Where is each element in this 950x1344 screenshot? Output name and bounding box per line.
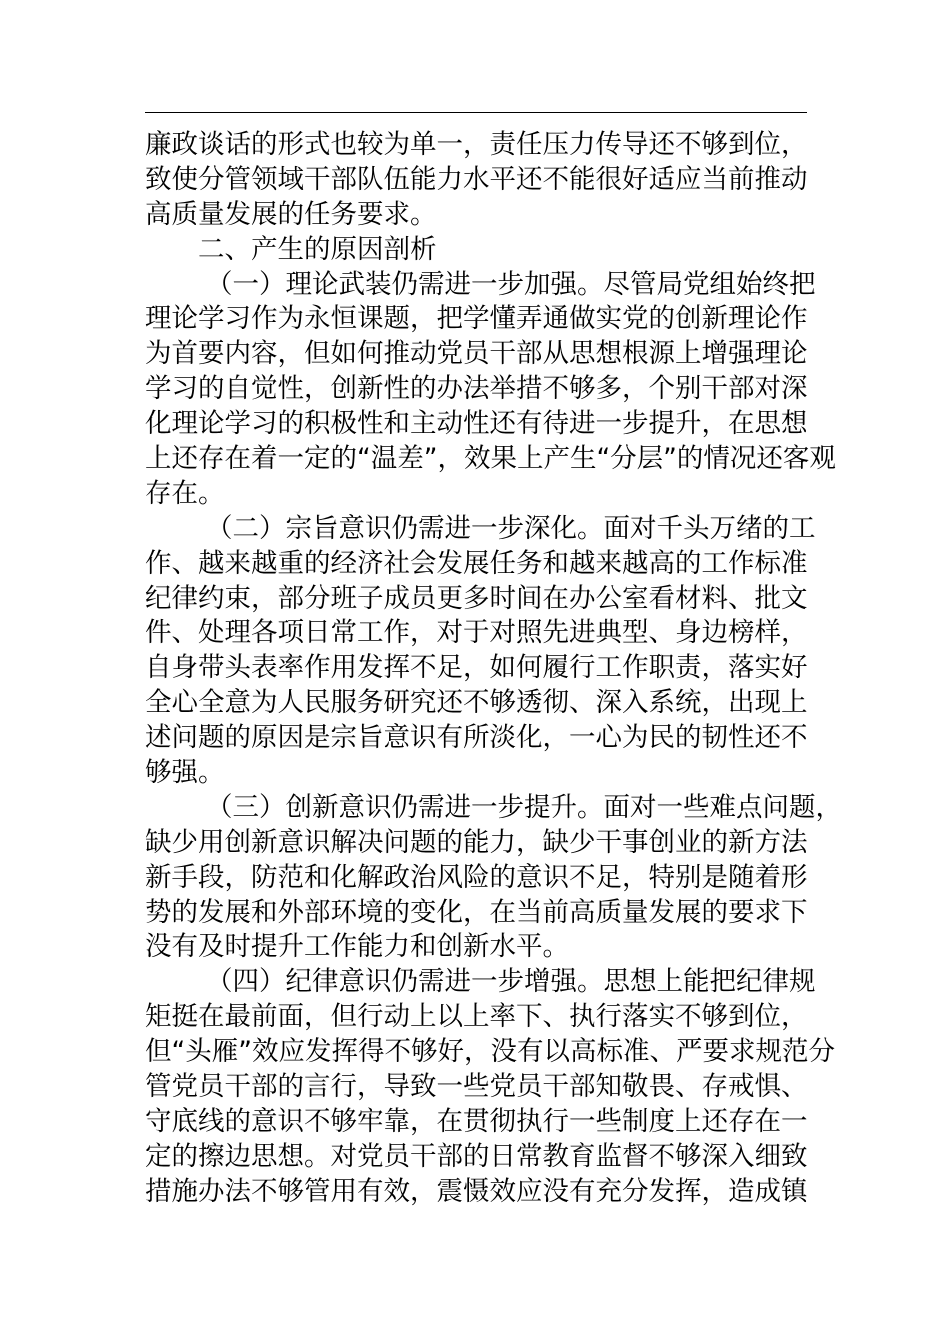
text-line: 管党员干部的言行，导致一些党员干部知敬畏、存戒惧、	[145, 1071, 808, 1103]
text-line: 自身带头表率作用发挥不足，如何履行工作职责，落实好	[145, 652, 808, 684]
text-line: 新手段，防范和化解政治风险的意识不足，特别是随着形	[145, 861, 808, 893]
text-line: 但“头雁”效应发挥得不够好，没有以高标准、严要求规范分	[145, 1036, 835, 1068]
text-line: 作、越来越重的经济社会发展任务和越来越高的工作标准	[145, 547, 808, 579]
text-line: 为首要内容，但如何推动党员干部从思想根源上增强理论	[145, 338, 808, 370]
section-heading: 二、产生的原因剖析	[198, 233, 437, 265]
text-line: 件、处理各项日常工作，对于对照先进典型、身边榜样，	[145, 617, 808, 649]
text-line: 定的擦边思想。对党员干部的日常教育监督不够深入细致	[145, 1140, 808, 1172]
paragraph-first-line: （三）创新意识仍需进一步提升。面对一些难点问题，	[206, 791, 842, 823]
text-line: 存在。	[145, 477, 225, 509]
body-text	[145, 128, 842, 1210]
text-line: 够强。	[145, 757, 225, 789]
text-line: 缺少用创新意识解决问题的能力，缺少干事创业的新方法	[145, 826, 808, 858]
text-line: 化理论学习的积极性和主动性还有待进一步提升，在思想	[145, 408, 808, 440]
text-line: 没有及时提升工作能力和创新水平。	[145, 931, 569, 963]
text-line: 矩挺在最前面，但行动上以上率下、执行落实不够到位，	[145, 1001, 808, 1033]
text-line: 上还存在着一定的“温差”，效果上产生“分层”的情况还客观	[145, 443, 836, 475]
text-line: 势的发展和外部环境的变化，在当前高质量发展的要求下	[145, 896, 808, 928]
header-rule	[145, 112, 807, 113]
text-line: 守底线的意识不够牢靠，在贯彻执行一些制度上还存在一	[145, 1105, 808, 1137]
text-line: 述问题的原因是宗旨意识有所淡化，一心为民的韧性还不	[145, 722, 808, 754]
text-line: 措施办法不够管用有效，震慑效应没有充分发挥，造成镇	[145, 1175, 808, 1207]
text-line: 纪律约束，部分班子成员更多时间在办公室看材料、批文	[145, 582, 808, 614]
paragraph-first-line: （二）宗旨意识仍需进一步深化。面对千头万绪的工	[206, 512, 816, 544]
text-line: 学习的自觉性，创新性的办法举措不够多，个别干部对深	[145, 373, 808, 405]
paragraph-first-line: （一）理论武装仍需进一步加强。尽管局党组始终把	[206, 268, 816, 300]
text-line: 致使分管领域干部队伍能力水平还不能很好适应当前推动	[145, 163, 808, 195]
text-line: 廉政谈话的形式也较为单一，责任压力传导还不够到位，	[145, 129, 808, 160]
text-line: 理论学习作为永恒课题，把学懂弄通做实党的创新理论作	[145, 303, 808, 335]
text-line: 高质量发展的任务要求。	[145, 198, 437, 230]
paragraph-first-line: （四）纪律意识仍需进一步增强。思想上能把纪律规	[206, 966, 816, 998]
text-line: 全心全意为人民服务研究还不够透彻、深入系统，出现上	[145, 687, 808, 719]
